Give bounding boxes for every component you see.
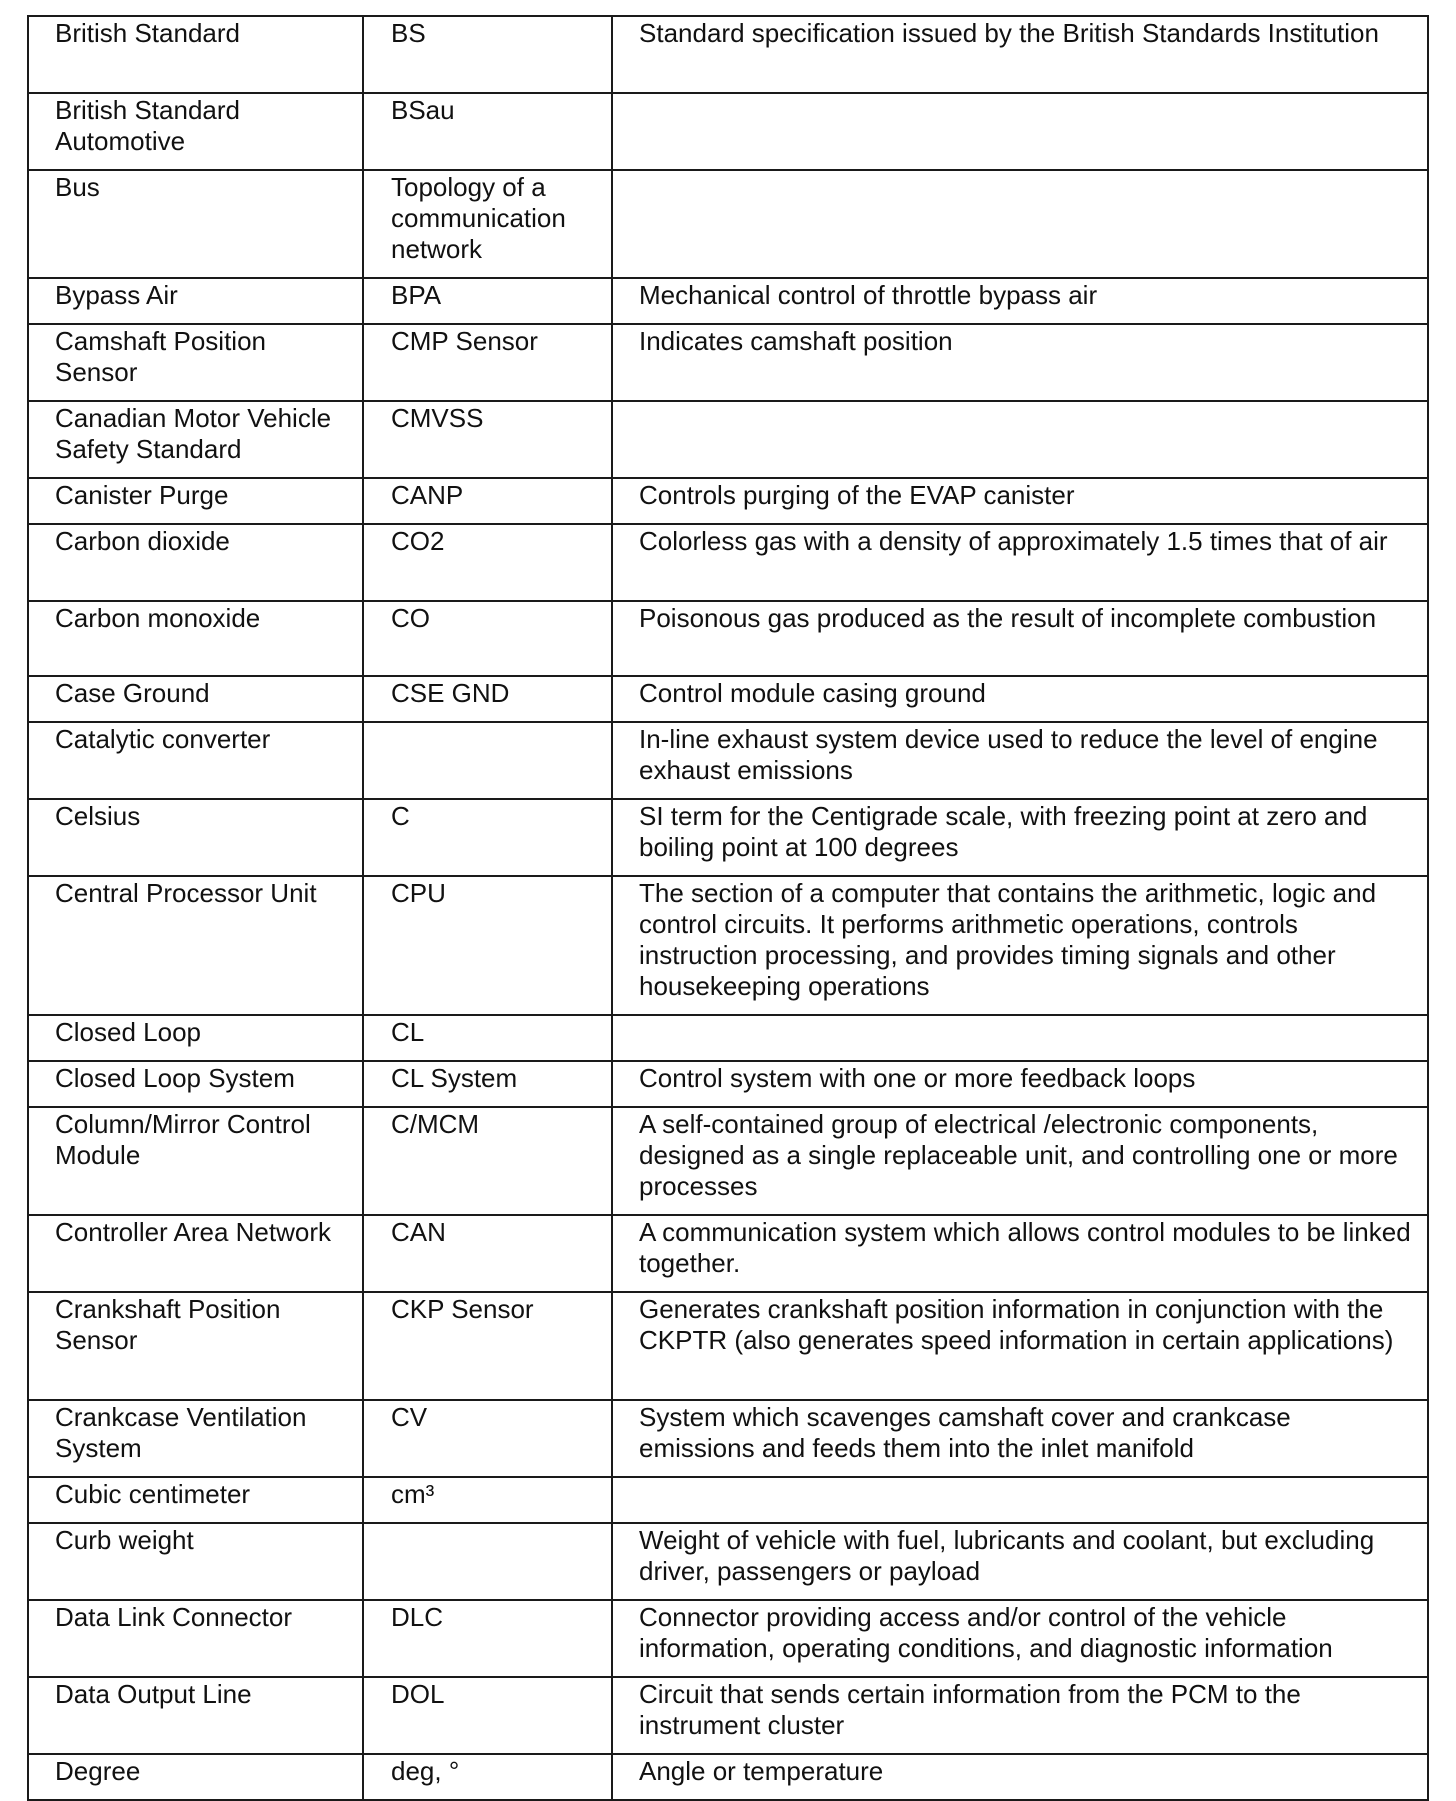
term-cell: Degree [28,1754,363,1800]
term-cell: Carbon dioxide [28,524,363,601]
term-cell: Data Output Line [28,1677,363,1754]
description-cell: Circuit that sends certain information from the PCM to the instrument cluster [612,1677,1428,1754]
table-row [28,1015,1428,1061]
description-cell: Connector providing access and/or control of the vehicle information, operating conditions, and diagnostic information [612,1600,1428,1677]
table-row [28,676,1428,722]
description-cell: Control system with one or more feedback loops [612,1061,1428,1107]
abbreviation-cell: CKP Sensor [363,1292,612,1400]
term-cell: Catalytic converter [28,722,363,799]
term-cell: Canister Purge [28,478,363,524]
description-cell: Controls purging of the EVAP canister [612,478,1428,524]
term-cell: Curb weight [28,1523,363,1600]
table-row [28,1061,1428,1107]
table-row [28,16,1428,93]
description-cell: Generates crankshaft position information in conjunction with the CKPTR (also generates speed information in certain applications) [612,1292,1428,1400]
term-cell: Crankcase Ventilation System [28,1400,363,1477]
glossary-table [27,15,1429,1801]
abbreviation-cell: Topology of a communication network [363,170,612,278]
description-cell: Angle or temperature [612,1754,1428,1800]
term-cell: Cubic centimeter [28,1477,363,1523]
description-cell: SI term for the Centigrade scale, with freezing point at zero and boiling point at 100 degrees [612,799,1428,876]
description-cell [612,93,1428,170]
table-row [28,1107,1428,1215]
table-row [28,278,1428,324]
abbreviation-cell: C/MCM [363,1107,612,1215]
description-cell: Poisonous gas produced as the result of incomplete combustion [612,601,1428,676]
table-row [28,1400,1428,1477]
table-row [28,876,1428,1015]
table-row [28,1477,1428,1523]
abbreviation-cell: deg, ° [363,1754,612,1800]
abbreviation-cell: CL System [363,1061,612,1107]
term-cell: Bypass Air [28,278,363,324]
abbreviation-cell: cm³ [363,1477,612,1523]
term-cell: Central Processor Unit [28,876,363,1015]
description-cell [612,170,1428,278]
term-cell: Carbon monoxide [28,601,363,676]
description-cell [612,401,1428,478]
abbreviation-cell: CSE GND [363,676,612,722]
description-cell: Weight of vehicle with fuel, lubricants and coolant, but excluding driver, passengers or payload [612,1523,1428,1600]
description-cell: In-line exhaust system device used to reduce the level of engine exhaust emissions [612,722,1428,799]
abbreviation-cell: CO [363,601,612,676]
term-cell: Controller Area Network [28,1215,363,1292]
term-cell: Camshaft Position Sensor [28,324,363,401]
table-row [28,722,1428,799]
abbreviation-cell: BS [363,16,612,93]
table-row [28,324,1428,401]
term-cell: Column/Mirror Control Module [28,1107,363,1215]
term-cell: Closed Loop System [28,1061,363,1107]
table-row [28,93,1428,170]
description-cell: The section of a computer that contains the arithmetic, logic and control circuits. It performs arithmetic operations, controls instruction processing, and provides timing signals and other housekeeping operations [612,876,1428,1015]
table-row [28,601,1428,676]
abbreviation-cell: CANP [363,478,612,524]
abbreviation-cell: BPA [363,278,612,324]
abbreviation-cell: CMP Sensor [363,324,612,401]
term-cell: Data Link Connector [28,1600,363,1677]
abbreviation-cell: CMVSS [363,401,612,478]
term-cell: British Standard [28,16,363,93]
table-row [28,799,1428,876]
table-row [28,401,1428,478]
abbreviation-cell: CO2 [363,524,612,601]
description-cell [612,1477,1428,1523]
abbreviation-cell [363,1523,612,1600]
description-cell: Standard specification issued by the British Standards Institution [612,16,1428,93]
term-cell: Crankshaft Position Sensor [28,1292,363,1400]
abbreviation-cell [363,722,612,799]
abbreviation-cell: CL [363,1015,612,1061]
term-cell: Canadian Motor Vehicle Safety Standard [28,401,363,478]
table-row [28,1677,1428,1754]
abbreviation-cell: CAN [363,1215,612,1292]
term-cell: Closed Loop [28,1015,363,1061]
description-cell: Mechanical control of throttle bypass air [612,278,1428,324]
term-cell: Bus [28,170,363,278]
table-row [28,478,1428,524]
table-row [28,1292,1428,1400]
description-cell: A self-contained group of electrical /electronic components, designed as a single replaceable unit, and controlling one or more processes [612,1107,1428,1215]
abbreviation-cell: CPU [363,876,612,1015]
abbreviation-cell: DLC [363,1600,612,1677]
description-cell: Indicates camshaft position [612,324,1428,401]
abbreviation-cell: BSau [363,93,612,170]
term-cell: Case Ground [28,676,363,722]
description-cell: Colorless gas with a density of approximately 1.5 times that of air [612,524,1428,601]
table-row [28,524,1428,601]
table-row [28,1600,1428,1677]
table-row [28,170,1428,278]
description-cell: A communication system which allows control modules to be linked together. [612,1215,1428,1292]
abbreviation-cell: CV [363,1400,612,1477]
glossary-body [28,16,1428,1800]
term-cell: British Standard Automotive [28,93,363,170]
table-row [28,1754,1428,1800]
term-cell: Celsius [28,799,363,876]
description-cell: System which scavenges camshaft cover and crankcase emissions and feeds them into the inlet manifold [612,1400,1428,1477]
table-row [28,1215,1428,1292]
description-cell: Control module casing ground [612,676,1428,722]
abbreviation-cell: C [363,799,612,876]
abbreviation-cell: DOL [363,1677,612,1754]
description-cell [612,1015,1428,1061]
table-row [28,1523,1428,1600]
